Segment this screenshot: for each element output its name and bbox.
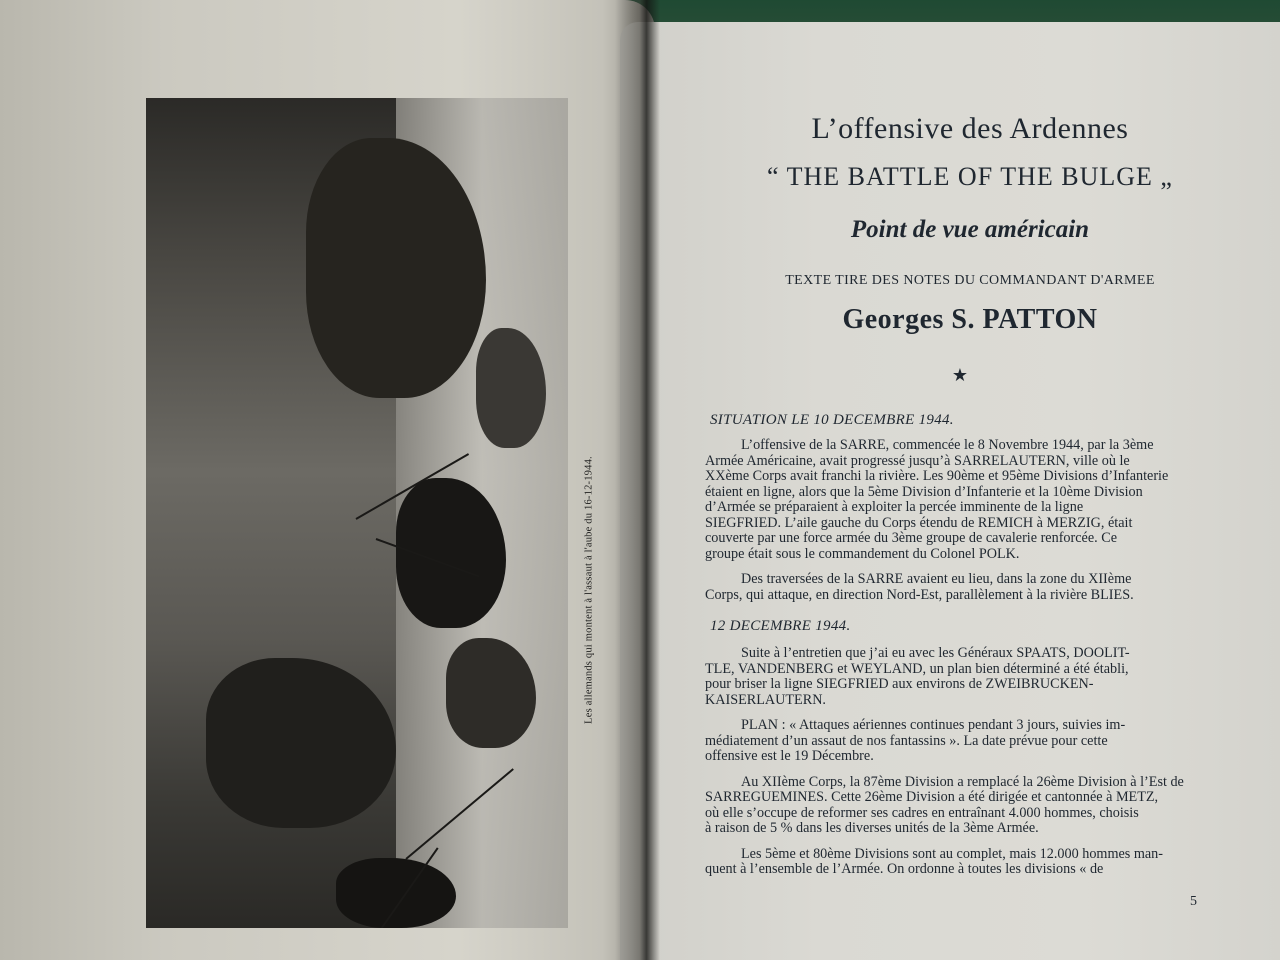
- page-number: 5: [1190, 894, 1197, 909]
- text-line: couverte par une force armée du 3ème groupe de cavalerie renforcée. Ce: [705, 530, 1117, 546]
- text-line: Suite à l’entretien que j’ai eu avec les Généraux SPAATS, DOOLIT-: [741, 645, 1130, 661]
- book-gutter: [615, 0, 660, 960]
- text-line: XXème Corps avait franchi la rivière. Les 90ème et 95ème Divisions d’Infanterie: [705, 468, 1169, 484]
- text-line: étaient en ligne, alors que la 5ème Division d’Infanterie et la 10ème Division: [705, 483, 1143, 500]
- article-body-section1: [705, 438, 1205, 613]
- text-line: médiatement d’un assaut de nos fantassins ». La date prévue pour cette: [705, 732, 1108, 749]
- text-line: où elle s’occupe de reformer ses cadres en entraînant 4.000 hommes, choisis: [705, 804, 1139, 821]
- text-line: Des traversées de la SARRE avaient eu lieu, dans la zone du XIIème: [741, 571, 1132, 587]
- paragraph: [705, 572, 1205, 603]
- paragraph: [705, 438, 1205, 562]
- paragraph: [705, 718, 1205, 765]
- war-photograph: [146, 98, 568, 928]
- text-line: TLE, VANDENBERG et WEYLAND, un plan bien déterminé a été établi,: [705, 660, 1129, 677]
- text-line: pour briser la ligne SIEGFRIED aux environs de ZWEIBRUCKEN-: [705, 676, 1094, 692]
- photo-caption: [580, 330, 598, 850]
- paragraph: [705, 847, 1205, 878]
- text-line: Corps, qui attaque, en direction Nord-Est, parallèlement à la rivière BLIES.: [705, 586, 1134, 603]
- text-line: Armée Américaine, avait progressé jusqu’à SARRELAUTERN, ville où le: [705, 452, 1130, 469]
- photo-figure-shape: [206, 658, 396, 828]
- article-body-section2: [705, 646, 1205, 888]
- article-title: L’offensive des Ardennes: [811, 112, 1129, 145]
- text-line: d’Armée se préparaient à exploiter la percée imminente de la ligne: [705, 499, 1084, 515]
- text-line: groupe était sous le commandement du Colonel POLK.: [705, 545, 1020, 562]
- source-line: TEXTE TIRE DES NOTES DU COMMANDANT D'ARMEE: [785, 273, 1155, 288]
- text-line: Les 5ème et 80ème Divisions sont au complet, mais 12.000 hommes man-: [741, 845, 1164, 862]
- text-line: PLAN : « Attaques aériennes continues pendant 3 jours, suivies im-: [741, 717, 1126, 733]
- point-of-view-line: Point de vue américain: [850, 216, 1090, 243]
- author-name: Georges S. PATTON: [842, 304, 1098, 335]
- paragraph: [705, 646, 1205, 708]
- section-heading-situation: SITUATION LE 10 DECEMBRE 1944.: [710, 412, 954, 428]
- photo-caption-text: Les allemands qui montent à l'assaut à l'aube du 16-12-1944.: [583, 456, 595, 724]
- article-subtitle: “ THE BATTLE OF THE BULGE „: [767, 162, 1173, 191]
- text-line: quent à l’ensemble de l’Armée. On ordonne à toutes les divisions « de: [705, 861, 1104, 877]
- paragraph: [705, 775, 1205, 837]
- star-separator-icon: ★: [951, 365, 969, 385]
- text-line: SIEGFRIED. L’aile gauche du Corps étendu de REMICH à MERZIG, était: [705, 514, 1133, 531]
- text-line: SARREGUEMINES. Cette 26ème Division a été dirigée et cantonnée à METZ,: [705, 789, 1159, 805]
- text-line: offensive est le 19 Décembre.: [705, 748, 874, 764]
- text-line: Au XIIème Corps, la 87ème Division a remplacé la 26ème Division à l’Est de: [741, 773, 1184, 790]
- text-line: KAISERLAUTERN.: [705, 691, 826, 708]
- section-heading-12-decembre: 12 DECEMBRE 1944.: [710, 618, 851, 634]
- text-line: L’offensive de la SARRE, commencée le 8 Novembre 1944, par la 3ème: [741, 437, 1154, 453]
- text-line: à raison de 5 % dans les diverses unités de la 3ème Armée.: [705, 820, 1039, 836]
